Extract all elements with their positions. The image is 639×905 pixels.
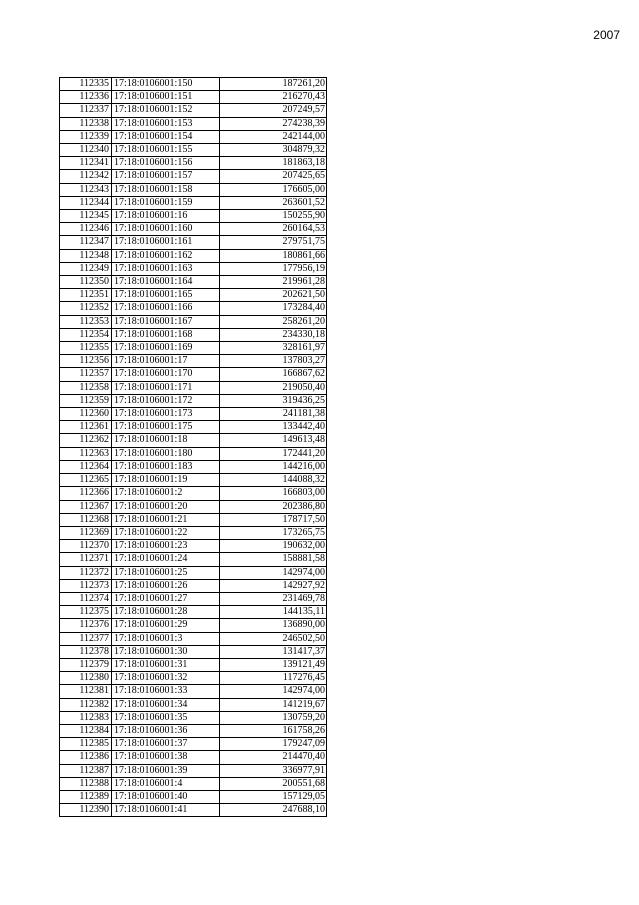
table-row <box>60 262 327 275</box>
row-number-cell: 112349 <box>60 262 112 275</box>
value-cell: 241181,38 <box>220 408 327 421</box>
row-number-cell: 112340 <box>60 144 112 157</box>
row-number-cell: 112372 <box>60 566 112 579</box>
table-row <box>60 328 327 341</box>
row-number-cell: 112389 <box>60 790 112 803</box>
table-row <box>60 196 327 209</box>
value-cell: 214470,40 <box>220 751 327 764</box>
value-cell: 260164,53 <box>220 223 327 236</box>
value-cell: 173265,75 <box>220 526 327 539</box>
table-row <box>60 540 327 553</box>
row-number-cell: 112351 <box>60 289 112 302</box>
cadastral-number-cell: 17:18:0106001:170 <box>112 368 220 381</box>
row-number-cell: 112386 <box>60 751 112 764</box>
table-row <box>60 804 327 817</box>
table-row <box>60 223 327 236</box>
table-row <box>60 144 327 157</box>
table-row <box>60 421 327 434</box>
cadastral-number-cell: 17:18:0106001:165 <box>112 289 220 302</box>
row-number-cell: 112368 <box>60 513 112 526</box>
cadastral-number-cell: 17:18:0106001:156 <box>112 157 220 170</box>
cadastral-number-cell: 17:18:0106001:167 <box>112 315 220 328</box>
row-number-cell: 112354 <box>60 328 112 341</box>
cadastral-number-cell: 17:18:0106001:4 <box>112 777 220 790</box>
table-row <box>60 91 327 104</box>
value-cell: 150255,90 <box>220 210 327 223</box>
value-cell: 216270,43 <box>220 91 327 104</box>
value-cell: 180861,66 <box>220 249 327 262</box>
table-row <box>60 592 327 605</box>
value-cell: 139121,49 <box>220 658 327 671</box>
cadastral-number-cell: 17:18:0106001:34 <box>112 698 220 711</box>
row-number-cell: 112336 <box>60 91 112 104</box>
cadastral-number-cell: 17:18:0106001:171 <box>112 381 220 394</box>
cadastral-number-cell: 17:18:0106001:27 <box>112 592 220 605</box>
value-cell: 231469,78 <box>220 592 327 605</box>
cadastral-number-cell: 17:18:0106001:37 <box>112 738 220 751</box>
value-cell: 166867,62 <box>220 368 327 381</box>
cadastral-number-cell: 17:18:0106001:36 <box>112 724 220 737</box>
table-row <box>60 764 327 777</box>
row-number-cell: 112342 <box>60 170 112 183</box>
value-cell: 234330,18 <box>220 328 327 341</box>
cadastral-number-cell: 17:18:0106001:3 <box>112 632 220 645</box>
row-number-cell: 112364 <box>60 460 112 473</box>
value-cell: 279751,75 <box>220 236 327 249</box>
row-number-cell: 112337 <box>60 104 112 117</box>
row-number-cell: 112358 <box>60 381 112 394</box>
row-number-cell: 112369 <box>60 526 112 539</box>
table-row <box>60 632 327 645</box>
value-cell: 207249,57 <box>220 104 327 117</box>
table-row <box>60 210 327 223</box>
table-row <box>60 104 327 117</box>
value-cell: 172441,20 <box>220 447 327 460</box>
value-cell: 304879,32 <box>220 144 327 157</box>
row-number-cell: 112382 <box>60 698 112 711</box>
row-number-cell: 112390 <box>60 804 112 817</box>
row-number-cell: 112353 <box>60 315 112 328</box>
row-number-cell: 112378 <box>60 645 112 658</box>
row-number-cell: 112366 <box>60 487 112 500</box>
table-row <box>60 447 327 460</box>
value-cell: 177956,19 <box>220 262 327 275</box>
cadastral-number-cell: 17:18:0106001:16 <box>112 210 220 223</box>
cadastral-number-cell: 17:18:0106001:26 <box>112 579 220 592</box>
row-number-cell: 112374 <box>60 592 112 605</box>
cadastral-number-cell: 17:18:0106001:162 <box>112 249 220 262</box>
cadastral-number-cell: 17:18:0106001:166 <box>112 302 220 315</box>
value-cell: 219050,40 <box>220 381 327 394</box>
row-number-cell: 112352 <box>60 302 112 315</box>
row-number-cell: 112370 <box>60 540 112 553</box>
value-cell: 187261,20 <box>220 78 327 91</box>
value-cell: 117276,45 <box>220 672 327 685</box>
value-cell: 161758,26 <box>220 724 327 737</box>
table-row <box>60 566 327 579</box>
value-cell: 173284,40 <box>220 302 327 315</box>
cadastral-number-cell: 17:18:0106001:25 <box>112 566 220 579</box>
value-cell: 247688,10 <box>220 804 327 817</box>
table-row <box>60 78 327 91</box>
cadastral-number-cell: 17:18:0106001:158 <box>112 183 220 196</box>
cadastral-number-cell: 17:18:0106001:157 <box>112 170 220 183</box>
cadastral-number-cell: 17:18:0106001:41 <box>112 804 220 817</box>
value-cell: 141219,67 <box>220 698 327 711</box>
row-number-cell: 112350 <box>60 276 112 289</box>
row-number-cell: 112357 <box>60 368 112 381</box>
cadastral-number-cell: 17:18:0106001:21 <box>112 513 220 526</box>
row-number-cell: 112356 <box>60 355 112 368</box>
cadastral-number-cell: 17:18:0106001:164 <box>112 276 220 289</box>
cadastral-number-cell: 17:18:0106001:30 <box>112 645 220 658</box>
table-row <box>60 500 327 513</box>
value-cell: 142974,00 <box>220 566 327 579</box>
row-number-cell: 112347 <box>60 236 112 249</box>
cadastral-number-cell: 17:18:0106001:168 <box>112 328 220 341</box>
table-row <box>60 117 327 130</box>
cadastral-number-cell: 17:18:0106001:18 <box>112 434 220 447</box>
value-cell: 263601,52 <box>220 196 327 209</box>
table-row <box>60 658 327 671</box>
cadastral-number-cell: 17:18:0106001:161 <box>112 236 220 249</box>
row-number-cell: 112355 <box>60 342 112 355</box>
cadastral-number-cell: 17:18:0106001:23 <box>112 540 220 553</box>
row-number-cell: 112346 <box>60 223 112 236</box>
value-cell: 144088,32 <box>220 474 327 487</box>
table-row <box>60 249 327 262</box>
cadastral-number-cell: 17:18:0106001:169 <box>112 342 220 355</box>
cadastral-number-cell: 17:18:0106001:154 <box>112 130 220 143</box>
row-number-cell: 112380 <box>60 672 112 685</box>
cadastral-number-cell: 17:18:0106001:38 <box>112 751 220 764</box>
table-row <box>60 289 327 302</box>
row-number-cell: 112383 <box>60 711 112 724</box>
cadastral-number-cell: 17:18:0106001:183 <box>112 460 220 473</box>
cadastral-number-cell: 17:18:0106001:180 <box>112 447 220 460</box>
cadastral-number-cell: 17:18:0106001:19 <box>112 474 220 487</box>
row-number-cell: 112373 <box>60 579 112 592</box>
row-number-cell: 112343 <box>60 183 112 196</box>
value-cell: 130759,20 <box>220 711 327 724</box>
cadastral-number-cell: 17:18:0106001:17 <box>112 355 220 368</box>
row-number-cell: 112367 <box>60 500 112 513</box>
value-cell: 200551,68 <box>220 777 327 790</box>
value-cell: 258261,20 <box>220 315 327 328</box>
cadastral-number-cell: 17:18:0106001:29 <box>112 619 220 632</box>
row-number-cell: 112381 <box>60 685 112 698</box>
row-number-cell: 112341 <box>60 157 112 170</box>
table-row <box>60 513 327 526</box>
row-number-cell: 112345 <box>60 210 112 223</box>
table-row <box>60 685 327 698</box>
value-cell: 242144,00 <box>220 130 327 143</box>
cadastral-number-cell: 17:18:0106001:22 <box>112 526 220 539</box>
row-number-cell: 112376 <box>60 619 112 632</box>
row-number-cell: 112385 <box>60 738 112 751</box>
table-row <box>60 302 327 315</box>
row-number-cell: 112339 <box>60 130 112 143</box>
table-row <box>60 236 327 249</box>
value-cell: 181863,18 <box>220 157 327 170</box>
row-number-cell: 112371 <box>60 553 112 566</box>
table-row <box>60 474 327 487</box>
cadastral-number-cell: 17:18:0106001:33 <box>112 685 220 698</box>
cadastral-number-cell: 17:18:0106001:40 <box>112 790 220 803</box>
table-row <box>60 645 327 658</box>
table-row <box>60 355 327 368</box>
cadastral-values-table <box>59 77 327 817</box>
cadastral-number-cell: 17:18:0106001:155 <box>112 144 220 157</box>
table-row <box>60 526 327 539</box>
value-cell: 144135,11 <box>220 606 327 619</box>
table-row <box>60 751 327 764</box>
table-row <box>60 579 327 592</box>
cadastral-number-cell: 17:18:0106001:159 <box>112 196 220 209</box>
table-row <box>60 738 327 751</box>
value-cell: 328161,97 <box>220 342 327 355</box>
value-cell: 142927,92 <box>220 579 327 592</box>
table-row <box>60 368 327 381</box>
table-row <box>60 487 327 500</box>
table-row <box>60 553 327 566</box>
table-row <box>60 183 327 196</box>
value-cell: 131417,37 <box>220 645 327 658</box>
value-cell: 166803,00 <box>220 487 327 500</box>
table-row <box>60 672 327 685</box>
value-cell: 190632,00 <box>220 540 327 553</box>
table-body <box>60 78 327 817</box>
table-row <box>60 790 327 803</box>
table-row <box>60 130 327 143</box>
table-row <box>60 619 327 632</box>
row-number-cell: 112338 <box>60 117 112 130</box>
row-number-cell: 112379 <box>60 658 112 671</box>
value-cell: 176605,00 <box>220 183 327 196</box>
value-cell: 137803,27 <box>220 355 327 368</box>
cadastral-number-cell: 17:18:0106001:20 <box>112 500 220 513</box>
value-cell: 136890,00 <box>220 619 327 632</box>
cadastral-number-cell: 17:18:0106001:39 <box>112 764 220 777</box>
value-cell: 336977,91 <box>220 764 327 777</box>
value-cell: 202386,80 <box>220 500 327 513</box>
row-number-cell: 112361 <box>60 421 112 434</box>
value-cell: 149613,48 <box>220 434 327 447</box>
row-number-cell: 112348 <box>60 249 112 262</box>
cadastral-number-cell: 17:18:0106001:24 <box>112 553 220 566</box>
cadastral-number-cell: 17:18:0106001:163 <box>112 262 220 275</box>
cadastral-number-cell: 17:18:0106001:31 <box>112 658 220 671</box>
table-row <box>60 434 327 447</box>
table-row <box>60 460 327 473</box>
row-number-cell: 112384 <box>60 724 112 737</box>
value-cell: 274238,39 <box>220 117 327 130</box>
row-number-cell: 112388 <box>60 777 112 790</box>
cadastral-number-cell: 17:18:0106001:172 <box>112 394 220 407</box>
value-cell: 144216,00 <box>220 460 327 473</box>
cadastral-number-cell: 17:18:0106001:160 <box>112 223 220 236</box>
value-cell: 142974,00 <box>220 685 327 698</box>
table-row <box>60 394 327 407</box>
cadastral-number-cell: 17:18:0106001:28 <box>112 606 220 619</box>
row-number-cell: 112360 <box>60 408 112 421</box>
row-number-cell: 112387 <box>60 764 112 777</box>
row-number-cell: 112335 <box>60 78 112 91</box>
cadastral-number-cell: 17:18:0106001:173 <box>112 408 220 421</box>
value-cell: 158881,58 <box>220 553 327 566</box>
cadastral-number-cell: 17:18:0106001:32 <box>112 672 220 685</box>
row-number-cell: 112363 <box>60 447 112 460</box>
cadastral-number-cell: 17:18:0106001:153 <box>112 117 220 130</box>
table-row <box>60 408 327 421</box>
value-cell: 157129,05 <box>220 790 327 803</box>
table-row <box>60 381 327 394</box>
table-row <box>60 170 327 183</box>
table-row <box>60 777 327 790</box>
table-row <box>60 342 327 355</box>
table-row <box>60 315 327 328</box>
value-cell: 178717,50 <box>220 513 327 526</box>
value-cell: 207425,65 <box>220 170 327 183</box>
value-cell: 246502,50 <box>220 632 327 645</box>
row-number-cell: 112375 <box>60 606 112 619</box>
cadastral-number-cell: 17:18:0106001:2 <box>112 487 220 500</box>
value-cell: 133442,40 <box>220 421 327 434</box>
table-row <box>60 157 327 170</box>
row-number-cell: 112365 <box>60 474 112 487</box>
value-cell: 219961,28 <box>220 276 327 289</box>
cadastral-number-cell: 17:18:0106001:150 <box>112 78 220 91</box>
row-number-cell: 112377 <box>60 632 112 645</box>
value-cell: 202621,50 <box>220 289 327 302</box>
cadastral-number-cell: 17:18:0106001:35 <box>112 711 220 724</box>
row-number-cell: 112362 <box>60 434 112 447</box>
table-row <box>60 606 327 619</box>
value-cell: 319436,25 <box>220 394 327 407</box>
cadastral-number-cell: 17:18:0106001:151 <box>112 91 220 104</box>
table-row <box>60 724 327 737</box>
page-number: 2007 <box>593 28 620 42</box>
value-cell: 179247,09 <box>220 738 327 751</box>
row-number-cell: 112344 <box>60 196 112 209</box>
row-number-cell: 112359 <box>60 394 112 407</box>
table-row <box>60 711 327 724</box>
cadastral-number-cell: 17:18:0106001:152 <box>112 104 220 117</box>
table-row <box>60 276 327 289</box>
table-row <box>60 698 327 711</box>
cadastral-number-cell: 17:18:0106001:175 <box>112 421 220 434</box>
